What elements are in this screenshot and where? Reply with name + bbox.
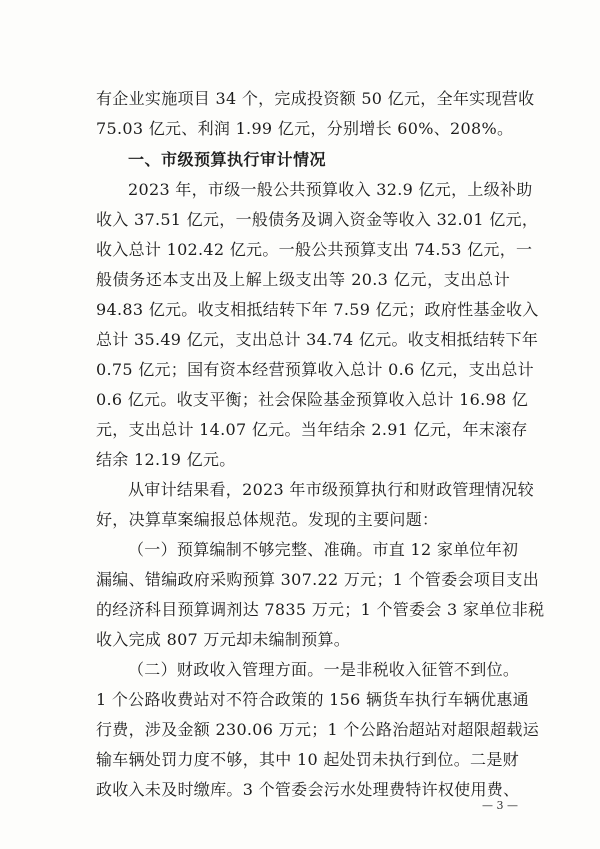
paragraph-line: 有企业实施项目 34 个，完成投资额 50 亿元，全年实现营收 xyxy=(96,89,535,108)
paragraph-line: 元，支出总计 14.07 亿元。当年结余 2.91 亿元，年末滚存 xyxy=(96,420,528,439)
paragraph-line: 收入总计 102.42 亿元。一般公共预算支出 74.53 亿元，一 xyxy=(96,240,533,259)
paragraph-line: 总计 35.49 亿元，支出总计 34.74 亿元。收支相抵结转下年 xyxy=(96,330,539,349)
paragraph-line: 0.75 亿元；国有资本经营预算收入总计 0.6 亿元，支出总计 xyxy=(96,360,534,379)
section-heading: 一、市级预算执行审计情况 xyxy=(128,150,327,169)
paragraph-line: 2023 年，市级一般公共预算收入 32.9 亿元，上级补助 xyxy=(128,180,533,199)
paragraph-line: 0.6 亿元。收支平衡；社会保险基金预算收入总计 16.98 亿 xyxy=(96,390,529,409)
paragraph-line: 94.83 亿元。收支相抵结转下年 7.59 亿元；政府性基金收入 xyxy=(96,300,539,319)
paragraph-line: 收入完成 807 万元却未编制预算。 xyxy=(96,630,351,649)
paragraph-line: 的经济科目预算调剂达 7835 万元；1 个管委会 3 家单位非税 xyxy=(96,600,545,619)
paragraph-line: 政收入未及时缴库。3 个管委会污水处理费特许权使用费、 xyxy=(96,780,520,799)
paragraph-line: 结余 12.19 亿元。 xyxy=(96,450,236,469)
paragraph-line: 行费，涉及金额 230.06 万元；1 个公路治超站对超限超载运 xyxy=(96,720,540,739)
paragraph-line: 好，决算草案编报总体规范。发现的主要问题： xyxy=(96,510,439,529)
paragraph-line: 般债务还本支出及上解上级支出等 20.3 亿元，支出总计 xyxy=(96,270,510,289)
paragraph-line: 收入 37.51 亿元，一般债务及调入资金等收入 32.01 亿元， xyxy=(96,210,539,229)
paragraph-line: （一）预算编制不够完整、准确。市直 12 家单位年初 xyxy=(128,540,519,559)
paragraph-line: 75.03 亿元、利润 1.99 亿元，分别增长 60%、208%。 xyxy=(96,119,514,138)
paragraph-line: 漏编、错编政府采购预算 307.22 万元；1 个管委会项目支出 xyxy=(96,570,540,589)
paragraph-line: （二）财政收入管理方面。一是非税收入征管不到位。 xyxy=(128,660,520,679)
paragraph-line: 1 个公路收费站对不符合政策的 156 辆货车执行车辆优惠通 xyxy=(96,690,529,709)
paragraph-line: 从审计结果看，2023 年市级预算执行和财政管理情况较 xyxy=(128,480,534,499)
paragraph-line: 输车辆处罚力度不够，其中 10 起处罚未执行到位。二是财 xyxy=(96,750,519,769)
page-number: — 3 — xyxy=(482,799,518,812)
